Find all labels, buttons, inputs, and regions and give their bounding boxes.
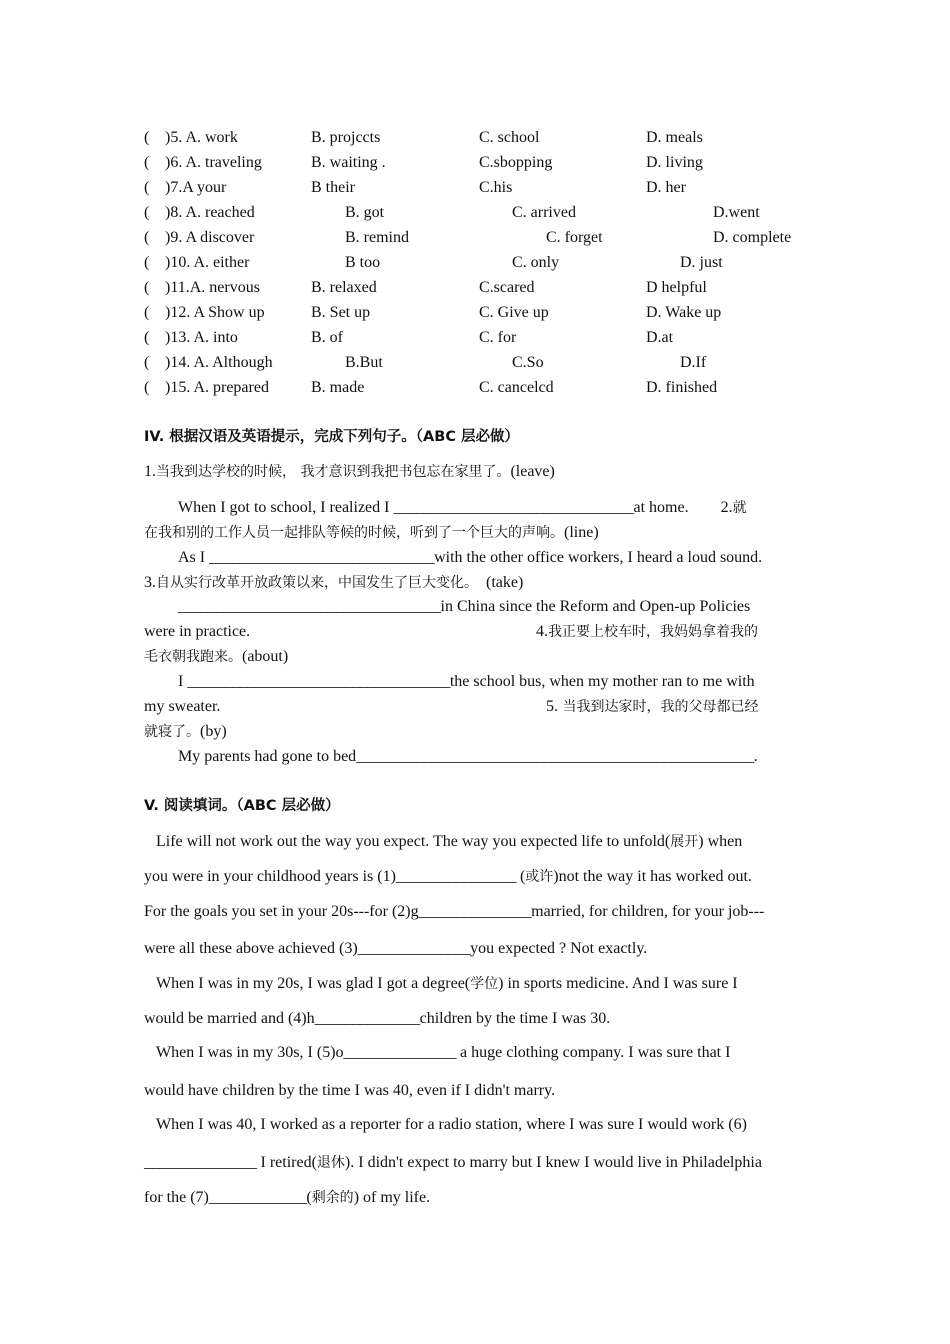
sentence-text: When I got to school, I realized I: [178, 499, 394, 516]
mc-option-b: B. relaxed: [311, 279, 377, 296]
passage-line: [144, 1188, 430, 1208]
section-title: V. 阅读填词。（ABC 层必做）: [144, 798, 340, 814]
sentence-prompt: [536, 622, 758, 642]
chinese-prompt: 自从实行改革开放政策以来，中国发生了巨大变化。: [156, 575, 478, 591]
sentence-prompt: [546, 697, 758, 717]
passage-text: for the (7): [144, 1189, 209, 1206]
section-title: IV. 根据汉语及英语提示，完成下列句子。（ABC 层必做）: [144, 429, 520, 445]
sentence-prompt: [144, 573, 523, 593]
mc-option-b: B. Set up: [311, 304, 371, 321]
mc-option-b: B.But: [345, 354, 383, 371]
passage-line: [156, 974, 738, 994]
mc-option-b: B their: [311, 179, 355, 196]
passage-text: )not the way it has worked out.: [553, 868, 752, 885]
answer-blank[interactable]: _______________: [357, 940, 471, 957]
sentence-line: [178, 597, 750, 617]
passage-line: [156, 1043, 730, 1063]
mc-option-c: C. forget: [546, 229, 603, 246]
answer-blank[interactable]: _____________: [208, 1189, 307, 1206]
mc-option-c: C.So: [512, 354, 544, 371]
passage-text: children by the time I was 30.: [419, 1010, 611, 1027]
passage-text: you expected ? Not exactly.: [470, 940, 648, 957]
passage-text: a huge clothing company. I was sure that I: [456, 1044, 731, 1061]
answer-paren: (: [144, 154, 150, 171]
passage-text: I retired(: [256, 1154, 317, 1171]
mc-option-d: D. her: [646, 179, 686, 196]
mc-option-d: D helpful: [646, 279, 707, 296]
passage-text: you were in your childhood years is (1): [144, 868, 396, 885]
mc-option-b: B. got: [345, 204, 385, 221]
sentence-text: my sweater.: [144, 698, 221, 715]
sentence-text: the school bus, when my mother ran to me with: [449, 673, 755, 690]
mc-option-d: D.If: [680, 354, 707, 371]
mc-option-c: C. only: [512, 254, 560, 271]
sentence-line: [178, 747, 758, 767]
answer-paren: (: [144, 329, 150, 346]
sentence-text: As I: [178, 549, 210, 566]
answer-blank[interactable]: ___________________________________: [178, 598, 441, 615]
answer-blank[interactable]: _______________: [343, 1044, 457, 1061]
answer-paren: (: [144, 304, 150, 321]
mc-question: )7.A your: [165, 179, 227, 196]
passage-text: When I was in my 20s, I was glad I got a degree(: [156, 975, 471, 992]
passage-line: [144, 1009, 610, 1029]
mc-question: )15. A. prepared: [165, 379, 269, 396]
mc-question: )12. A Show up: [165, 304, 265, 321]
mc-option-c: C. Give up: [479, 304, 549, 321]
chinese-gloss: 退休: [316, 1155, 345, 1171]
chinese-gloss: 剩余的: [311, 1190, 354, 1206]
mc-option-c: C. school: [479, 129, 540, 146]
answer-paren: (: [144, 179, 150, 196]
sentence-prompt: [144, 523, 599, 543]
passage-line: [144, 902, 764, 922]
mc-option-c: C.sbopping: [479, 154, 553, 171]
passage-line: [156, 832, 742, 852]
passage-line: [144, 1081, 555, 1101]
chinese-prompt: 当我到达家时，我的父母都已经: [558, 699, 759, 715]
mc-option-c: C. arrived: [512, 204, 576, 221]
mc-question: )9. A discover: [165, 229, 255, 246]
passage-text: For the goals you set in your 20s---for (2)g: [144, 903, 419, 920]
chinese-prompt: 在我和别的工作人员一起排队等候的时候，听到了一个巨大的声响。: [144, 525, 564, 541]
mc-option-d: D. Wake up: [646, 304, 722, 321]
mc-option-d: D. living: [646, 154, 703, 171]
mc-option-b: B. made: [311, 379, 365, 396]
sentence-text: in China since the Reform and Open-up Policies: [440, 598, 751, 615]
mc-option-c: C. for: [479, 329, 517, 346]
mc-option-b: B. projccts: [311, 129, 381, 146]
mc-question: )8. A. reached: [165, 204, 255, 221]
passage-text: ) in sports medicine. And I was sure I: [498, 975, 738, 992]
sentence-text: at home. 2.: [633, 499, 733, 516]
passage-text: married, for children, for your job---: [531, 903, 765, 920]
mc-option-d: D.went: [713, 204, 760, 221]
answer-paren: (: [144, 204, 150, 221]
answer-paren: (: [144, 379, 150, 396]
passage-text: ) of my life.: [353, 1189, 431, 1206]
answer-paren: (: [144, 254, 150, 271]
hint-word: (leave): [510, 463, 555, 480]
passage-line: [156, 1115, 747, 1135]
chinese-prompt: 就寝了。: [144, 724, 200, 740]
answer-blank[interactable]: ___________________________________: [187, 673, 450, 690]
sentence-line: [178, 672, 755, 692]
mc-option-c: C.his: [479, 179, 513, 196]
answer-paren: (: [144, 354, 150, 371]
passage-text: Life will not work out the way you expect. The way you expected life to unfold(: [156, 833, 671, 850]
mc-question: )5. A. work: [165, 129, 238, 146]
mc-option-b: B. remind: [345, 229, 409, 246]
mc-option-c: C.scared: [479, 279, 535, 296]
passage-line: [144, 867, 752, 887]
mc-option-d: D. meals: [646, 129, 703, 146]
chinese-prompt: 当我到达学校的时候， 我才意识到我把书包忘在家里了。: [156, 464, 511, 480]
mc-question: )13. A. into: [165, 329, 238, 346]
item-number: 1.: [144, 463, 156, 480]
mc-option-d: D. just: [680, 254, 723, 271]
mc-option-b: B too: [345, 254, 381, 271]
passage-text: When I was in my 30s, I (5)o: [156, 1044, 344, 1061]
passage-text: would have children by the time I was 40, even if I didn't marry.: [144, 1082, 556, 1099]
answer-paren: (: [144, 129, 150, 146]
passage-text: (: [515, 868, 526, 885]
chinese-gloss: 或许: [525, 869, 554, 885]
passage-text: were all these above achieved (3): [144, 940, 358, 957]
chinese-prompt: 就: [732, 500, 747, 516]
passage-text: When I was 40, I worked as a reporter for a radio station, where I was sure I would work (6): [156, 1116, 747, 1133]
answer-blank[interactable]: ________________: [395, 868, 516, 885]
sentence-prompt: [144, 462, 555, 482]
hint-word: (line): [564, 524, 599, 541]
answer-blank[interactable]: ______________: [314, 1010, 420, 1027]
sentence-text: My parents had gone to bed: [178, 748, 357, 765]
sentence-line: [178, 498, 747, 518]
answer-blank[interactable]: _____________________________________________________: [356, 748, 754, 765]
mc-option-c: C. cancelcd: [479, 379, 554, 396]
answer-blank[interactable]: _______________: [418, 903, 532, 920]
mc-question: )10. A. either: [165, 254, 250, 271]
hint-word: (about): [242, 648, 289, 665]
sentence-text: I: [178, 673, 188, 690]
sentence-text: with the other office workers, I heard a loud sound.: [434, 549, 763, 566]
mc-option-d: D. complete: [713, 229, 792, 246]
mc-option-b: B. waiting .: [311, 154, 386, 171]
sentence-text: were in practice.: [144, 623, 251, 640]
sentence-line: [178, 548, 762, 568]
item-number: 3.: [144, 574, 156, 591]
answer-blank[interactable]: _______________: [144, 1154, 257, 1171]
chinese-gloss: 学位: [470, 976, 499, 992]
passage-text: ) when: [698, 833, 743, 850]
mc-question: )14. A. Although: [165, 354, 273, 371]
item-number: 5.: [546, 698, 558, 715]
passage-line: [144, 1153, 762, 1173]
sentence-prompt: [144, 647, 288, 667]
passage-text: ). I didn't expect to marry but I knew I would live in Philadelphia: [344, 1154, 762, 1171]
hint-word: (by): [200, 723, 227, 740]
answer-paren: (: [144, 279, 150, 296]
passage-text: would be married and (4)h: [144, 1010, 315, 1027]
passage-text: (: [306, 1189, 312, 1206]
mc-option-d: D.at: [646, 329, 674, 346]
answer-blank[interactable]: ________________________________: [393, 499, 634, 516]
chinese-gloss: 展开: [670, 834, 699, 850]
sentence-prompt: [144, 722, 227, 742]
mc-question: )6. A. traveling: [165, 154, 262, 171]
mc-question: )11.A. nervous: [165, 279, 260, 296]
item-number: 4.: [536, 623, 548, 640]
sentence-text: .: [753, 748, 758, 765]
answer-paren: (: [144, 229, 150, 246]
hint-word: (take): [478, 574, 524, 591]
mc-option-b: B. of: [311, 329, 343, 346]
chinese-prompt: 毛衣朝我跑来。: [144, 649, 242, 665]
mc-option-d: D. finished: [646, 379, 718, 396]
answer-blank[interactable]: ______________________________: [209, 549, 435, 566]
passage-line: [144, 939, 647, 959]
chinese-prompt: 我正要上校车时，我妈妈拿着我的: [548, 624, 758, 640]
